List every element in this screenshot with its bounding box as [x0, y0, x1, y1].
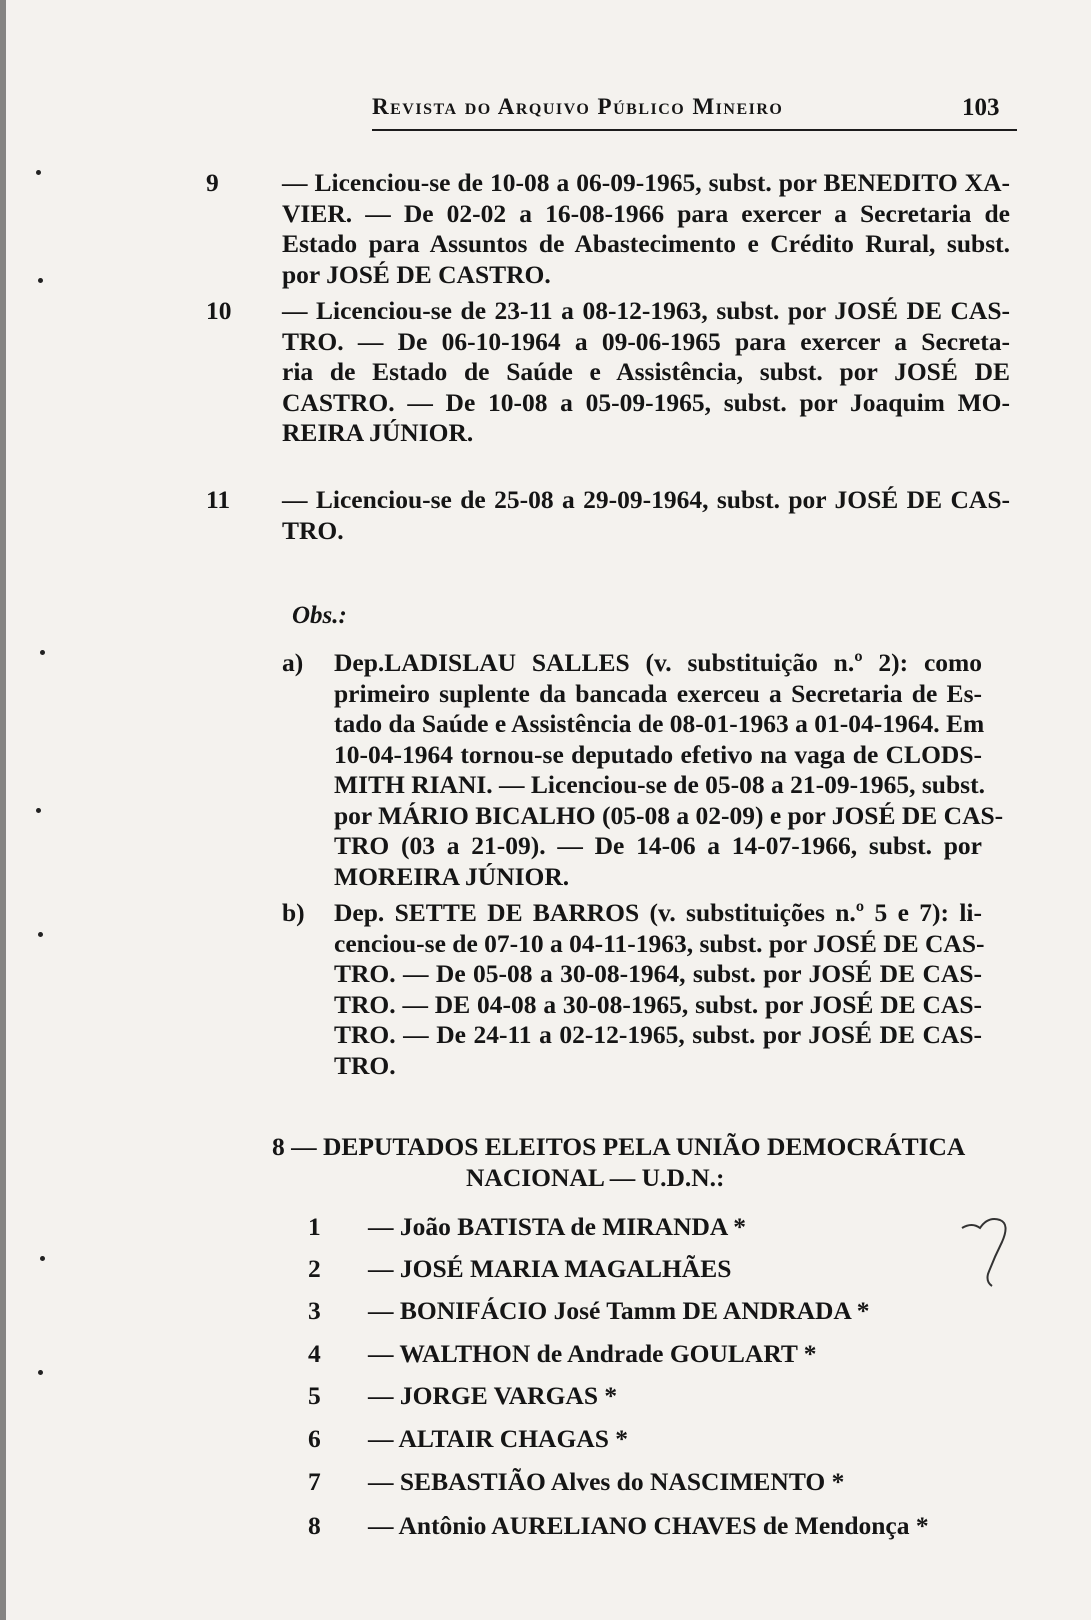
page-binding-edge	[0, 0, 6, 1620]
text-line: ria de Estado de Saúde e Assistência, subst. por JOSÉ DE	[282, 357, 1010, 386]
text-line: Estado para Assuntos de Abastecimento e Crédito Rural, subst.	[282, 229, 1010, 258]
text-line: TRO. — De 24-11 a 02-12-1965, subst. por JOSÉ DE CAS-	[334, 1020, 982, 1049]
text-line: Dep.LADISLAU SALLES (v. substituição n.º 2): como	[334, 648, 982, 677]
text-line: MITH RIANI. — Licenciou-se de 05-08 a 21-09-1965, subst.	[334, 770, 985, 799]
text-line: CASTRO. — De 10-08 a 05-09-1965, subst. por Joaquim MO-	[282, 387, 1010, 417]
scan-speck	[38, 932, 43, 937]
entry-text	[282, 485, 1010, 546]
scan-speck	[40, 650, 45, 655]
list-item-text: — WALTHON de Andrade GOULART *	[368, 1339, 817, 1368]
text-line: Dep. SETTE DE BARROS (v. substituições n.º 5 e 7): li-	[334, 898, 982, 927]
list-item-number: 5	[308, 1381, 321, 1410]
list-item-text: — Antônio AURELIANO CHAVES de Mendonça *	[368, 1511, 929, 1540]
list-item	[308, 1467, 844, 1497]
scan-speck	[40, 1256, 45, 1261]
list-item-text: — João BATISTA de MIRANDA *	[368, 1212, 747, 1241]
text-line: primeiro suplente da bancada exerceu a Secretaria de Es-	[334, 678, 982, 708]
list-item	[308, 1424, 628, 1454]
list-item-text: — BONIFÁCIO José Tamm DE ANDRADA *	[368, 1296, 870, 1325]
list-item-number: 4	[308, 1339, 321, 1368]
scan-speck	[38, 278, 43, 283]
scan-speck	[36, 170, 41, 175]
text-line: TRO.	[282, 515, 344, 545]
list-item-number: 6	[308, 1424, 321, 1453]
text-line: por JOSÉ DE CASTRO.	[282, 259, 551, 289]
list-item-text: — SEBASTIÃO Alves do NASCIMENTO *	[368, 1467, 845, 1496]
section-heading-line2: NACIONAL — U.D.N.:	[466, 1163, 725, 1192]
entry-text	[282, 168, 1010, 290]
text-line: TRO. — De 06-10-1964 a 09-06-1965 para exercer a Secreta-	[282, 326, 1010, 356]
list-item-text: — ALTAIR CHAGAS *	[368, 1424, 629, 1453]
obs-item-text	[334, 898, 985, 1081]
scan-speck	[36, 808, 41, 813]
list-item	[308, 1381, 617, 1411]
entry-number: 9	[206, 168, 219, 197]
section-heading-line1: 8 — DEPUTADOS ELEITOS PELA UNIÃO DEMOCRÁTICA	[272, 1132, 966, 1161]
text-line: por MÁRIO BICALHO (05-08 a 02-09) e por JOSÉ DE CAS-	[334, 800, 1004, 830]
list-item	[308, 1339, 817, 1369]
list-item-number: 8	[308, 1511, 321, 1540]
scan-speck	[38, 1370, 43, 1375]
page-number: 103	[962, 94, 1000, 121]
entry-number: 11	[206, 485, 231, 514]
list-item-number: 3	[308, 1296, 321, 1325]
text-line: TRO. — DE 04-08 a 30-08-1965, subst. por JOSÉ DE CAS-	[334, 989, 982, 1019]
text-line: — Licenciou-se de 25-08 a 29-09-1964, subst. por JOSÉ DE CAS-	[282, 485, 1010, 514]
entry-number: 10	[206, 296, 232, 325]
obs-item-label: b)	[282, 898, 305, 927]
list-item	[308, 1254, 731, 1284]
list-item	[308, 1212, 746, 1242]
list-item	[308, 1511, 929, 1541]
text-line: TRO.	[334, 1050, 396, 1080]
handwritten-mark	[958, 1208, 1028, 1288]
obs-item-label: a)	[282, 648, 304, 677]
text-line: TRO (03 a 21-09). — De 14-06 a 14-07-1966, subst. por	[334, 831, 982, 860]
list-item-number: 7	[308, 1467, 321, 1496]
list-item-text: — JORGE VARGAS *	[368, 1381, 618, 1410]
text-line: VIER. — De 02-02 a 16-08-1966 para exercer a Secretaria de	[282, 198, 1010, 228]
list-item	[308, 1296, 870, 1326]
running-header: Revista do Arquivo Público Mineiro	[372, 94, 784, 119]
obs-label: Obs.:	[292, 602, 347, 629]
text-line: — Licenciou-se de 10-08 a 06-09-1965, subst. por BENEDITO XA-	[282, 168, 1010, 197]
text-line: 10-04-1964 tornou-se deputado efetivo na vaga de CLODS-	[334, 739, 982, 769]
header-rule	[372, 129, 1017, 131]
entry-text	[282, 296, 1010, 449]
text-line: TRO. — De 05-08 a 30-08-1964, subst. por JOSÉ DE CAS-	[334, 959, 982, 988]
list-item-number: 1	[308, 1212, 321, 1241]
text-line: MOREIRA JÚNIOR.	[334, 861, 570, 891]
list-item-number: 2	[308, 1254, 321, 1283]
list-item-text: — JOSÉ MARIA MAGALHÃES	[368, 1254, 732, 1283]
text-line: tado da Saúde e Assistência de 08-01-1963 a 01-04-1964. Em	[334, 709, 985, 738]
text-line: — Licenciou-se de 23-11 a 08-12-1963, subst. por JOSÉ DE CAS-	[282, 296, 1010, 325]
text-line: cenciou-se de 07-10 a 04-11-1963, subst. por JOSÉ DE CAS-	[334, 928, 985, 958]
text-line: REIRA JÚNIOR.	[282, 418, 474, 447]
obs-item-text	[334, 648, 1004, 892]
